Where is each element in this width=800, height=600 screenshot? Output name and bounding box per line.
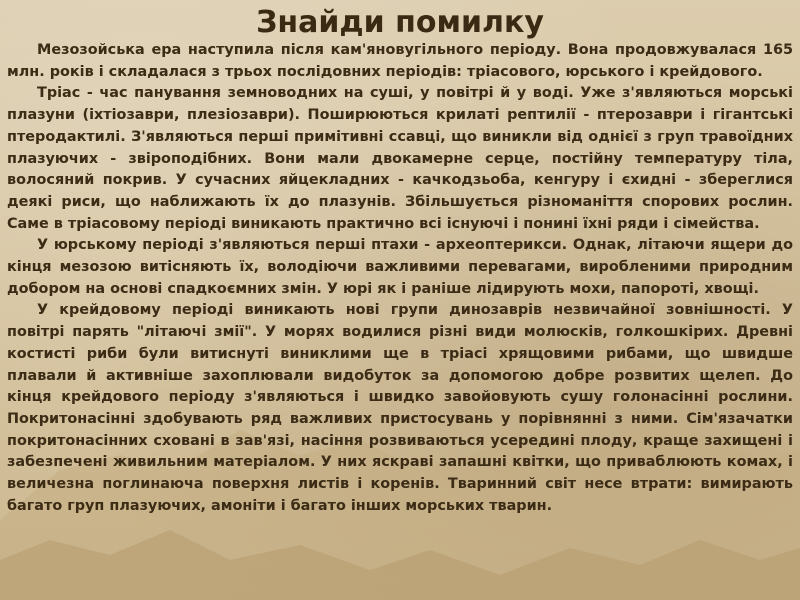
slide-title: Знайди помилку — [256, 5, 544, 40]
paragraph-jurassic: У юрському періоді з'являються перші птахи - археоптерикси. Однак, літаючи ящери до кінця мезозою витісняють їх, володіючи важливими перевагами, виробленими природним добором на основі спадкоємних змін. У юрі як і раніше лідирують мохи, папороті, хвощі. — [7, 237, 793, 297]
paragraph-triassic: Тріас - час панування земноводних на суші, у повітрі й у воді. Уже з'являються морські плазуни (іхтіозаври, плезіозаври). Поширюються крилаті рептилії - птерозаври і гігантські птеродактилі. З'являються перші примітивні ссавці, що виникли від однієї з груп травоїдних плазуючих - звіроподібних. Вони мали двокамерне серце, постійну температуру тіла, волосяний покрив. У сучасних яйцекладних - качкодзьоба, кенгуру і єхидні - збереглися деякі риси, що наближають їх до плазунів. Збільшується різноманіття спорових рослин. Саме в тріасовому періоді виникають практично всі існуючі і понині їхні ряди і сімейства. — [7, 85, 793, 232]
paragraph-mesozoic-era: Мезозойська ера наступила після кам'яновугільного періоду. Вона продовжувалася 165 млн. років і складалася з трьох послідовних періодів: тріасового, юрського і крейдового. — [7, 42, 793, 80]
slide-body-text — [7, 40, 793, 517]
paragraph-cretaceous: У крейдовому періоді виникають нові групи динозаврів незвичайної зовнішності. У повітрі парять "літаючі змії". У морях водилися різні види молюсків, голкошкірих. Древні костисті риби були витиснуті виниклими ще в тріасі хрящовими рибами, що швидше плавали й активніше захоплювали видобуток за допомогою добре розвитих щелеп. До кінця крейдового періоду з'являються і швидко завойовують сушу голонасінні рослини. Покритонасінні здобувають ряд важливих пристосувань у порівнянні з ними. Сім'язачатки покритонасінних сховані в зав'язі, насіння розвиваються усередині плоду, краще захищені і забезпечені живильним матеріалом. У них яскраві запашні квітки, що приваблюють комах, і величезна поглинаюча поверхня листів і коренів. Тваринний світ несе втрати: вимирають багато груп плазуючих, амоніти і багато інших морських тварин. — [7, 302, 793, 514]
